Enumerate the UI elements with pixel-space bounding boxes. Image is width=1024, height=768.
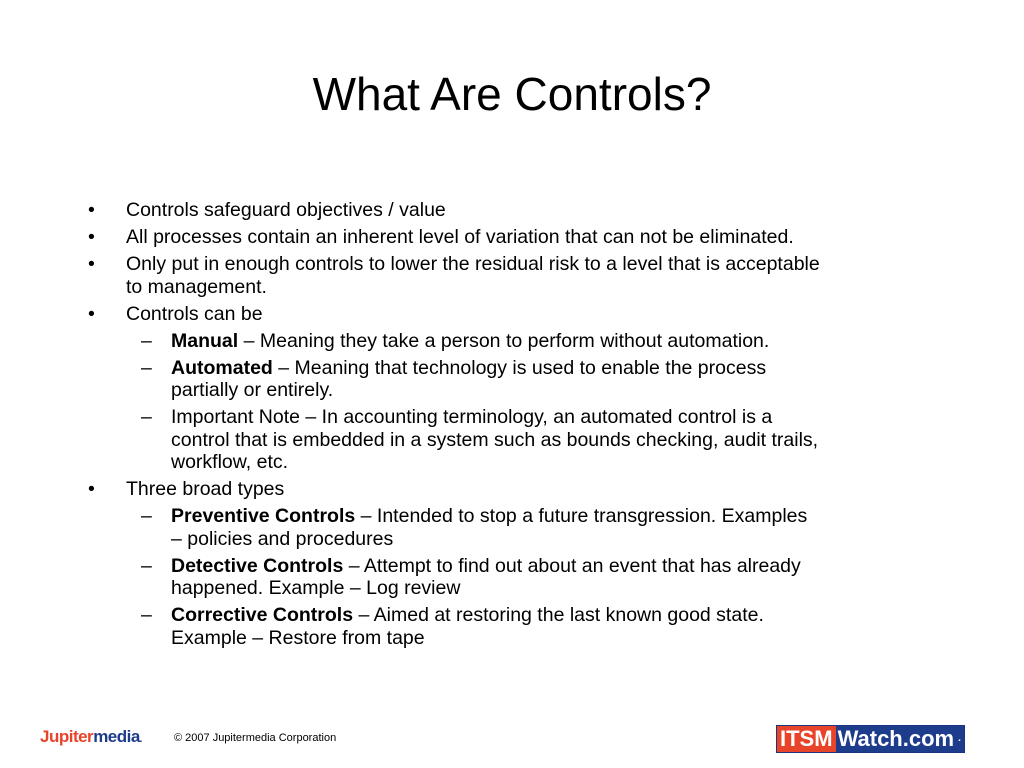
bullet-text: Only put in enough controls to lower the residual risk to a level that is acceptable xyxy=(126,253,820,275)
dash-marker: – xyxy=(141,329,152,352)
sub-item-text: – Aimed at restoring the last known good state. xyxy=(353,604,764,626)
bullet-item xyxy=(88,226,948,249)
sub-item-text: control that is embedded in a system such as bounds checking, audit trails, xyxy=(171,428,819,451)
sub-item-text: – Meaning that technology is used to enable the process xyxy=(272,356,767,379)
logo-text: . xyxy=(958,726,964,752)
bullet-item xyxy=(88,478,948,501)
sub-item-corrective xyxy=(88,604,948,649)
copyright-text: © 2007 Jupitermedia Corporation xyxy=(174,732,337,744)
term-manual: Manual xyxy=(171,329,239,352)
bullet-text: All processes contain an inherent level of variation that can not be eliminated. xyxy=(126,226,794,248)
bullet-marker: • xyxy=(88,199,95,221)
sub-item-manual xyxy=(88,330,948,353)
itsmwatch-logo xyxy=(776,725,965,753)
bullet-list xyxy=(88,199,948,654)
logo-text: . xyxy=(139,734,142,744)
jupitermedia-logo xyxy=(40,727,142,747)
bullet-text: to management. xyxy=(126,275,267,298)
sub-item-note xyxy=(88,406,948,474)
bullet-marker: • xyxy=(88,302,95,325)
slide-title: What Are Controls? xyxy=(312,68,712,120)
sub-item-detective xyxy=(88,555,948,600)
dash-marker: – xyxy=(141,554,152,577)
bullet-marker: • xyxy=(88,478,95,500)
sub-item-text: – Intended to stop a future transgression. Examples xyxy=(355,505,808,527)
logo-text: Jupiter xyxy=(40,727,94,746)
bullet-item xyxy=(88,303,948,326)
bullet-text: Three broad types xyxy=(126,478,285,500)
sub-item-text: Example – Restore from tape xyxy=(171,626,425,649)
dash-marker: – xyxy=(141,604,152,626)
sub-item-text: – Meaning they take a person to perform without automation. xyxy=(238,329,770,352)
sub-item-text: – Attempt to find out about an event that has already xyxy=(343,554,801,577)
sub-item-text: – policies and procedures xyxy=(171,527,394,550)
sub-item-text: Important Note – In accounting terminology, an automated control is a xyxy=(171,406,773,428)
bullet-text: Controls safeguard objectives / value xyxy=(126,199,446,221)
sub-item-text: happened. Example – Log review xyxy=(171,577,461,599)
dash-marker: – xyxy=(141,505,152,527)
bullet-item xyxy=(88,199,948,222)
logo-text: media xyxy=(93,727,140,746)
dash-marker: – xyxy=(141,356,152,379)
sub-item-text: workflow, etc. xyxy=(171,451,289,473)
sub-item-preventive xyxy=(88,505,948,550)
logo-text: Watch.com xyxy=(836,726,959,752)
term-corrective: Corrective Controls xyxy=(171,604,354,626)
sub-item-automated xyxy=(88,357,948,402)
term-preventive: Preventive Controls xyxy=(171,505,356,527)
bullet-marker: • xyxy=(88,226,95,248)
bullet-marker: • xyxy=(88,253,95,275)
logo-text: ITSM xyxy=(777,726,836,752)
term-automated: Automated xyxy=(171,356,273,379)
dash-marker: – xyxy=(141,406,152,428)
bullet-item xyxy=(88,253,948,298)
bullet-text: Controls can be xyxy=(126,302,263,325)
term-detective: Detective Controls xyxy=(171,554,344,577)
sub-item-text: partially or entirely. xyxy=(171,379,334,401)
